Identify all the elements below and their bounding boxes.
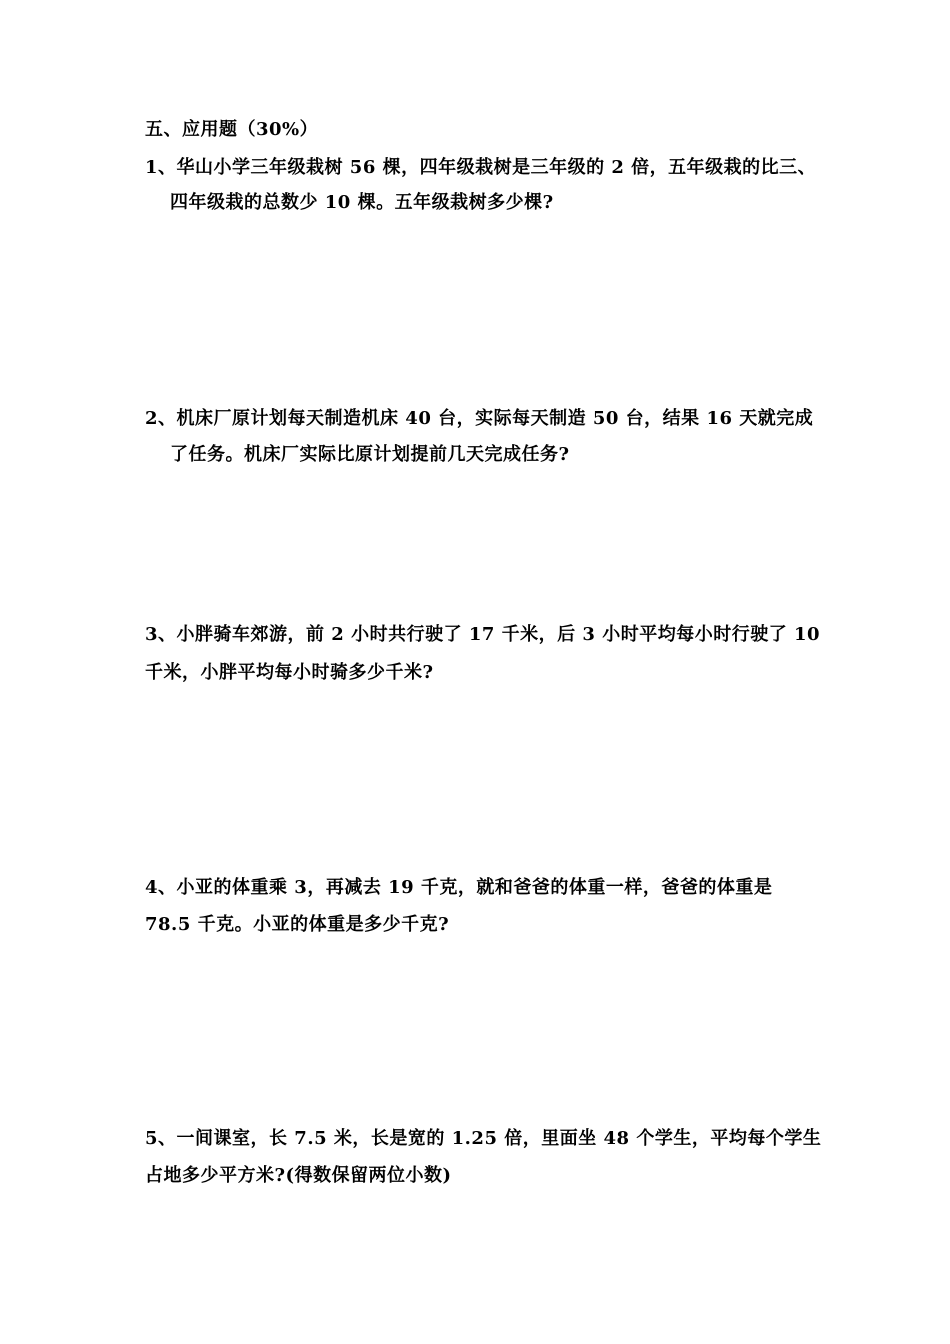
- question-2-line-2: 了任务。机床厂实际比原计划提前几天完成任务?: [170, 444, 570, 465]
- section-title: 五、应用题（30%）: [145, 119, 319, 140]
- question-2-line-1: 2、机床厂原计划每天制造机床 40 台，实际每天制造 50 台，结果 16 天就完成: [145, 408, 814, 429]
- question-1-line-2: 四年级栽的总数少 10 棵。五年级栽树多少棵?: [170, 192, 554, 213]
- question-3-line-2: 千米，小胖平均每小时骑多少千米?: [145, 662, 434, 683]
- question-3-line-1: 3、小胖骑车郊游，前 2 小时共行驶了 17 千米，后 3 小时平均每小时行驶了 10: [145, 624, 821, 645]
- question-5-line-2: 占地多少平方米?(得数保留两位小数): [145, 1165, 452, 1186]
- question-4-line-1: 4、小亚的体重乘 3，再减去 19 千克，就和爸爸的体重一样，爸爸的体重是: [145, 877, 773, 898]
- question-4-line-2: 78.5 千克。小亚的体重是多少千克?: [145, 914, 450, 935]
- question-5-line-1: 5、一间课室，长 7.5 米，长是宽的 1.25 倍，里面坐 48 个学生，平均每个学生: [145, 1128, 822, 1149]
- question-1-line-1: 1、华山小学三年级栽树 56 棵，四年级栽树是三年级的 2 倍，五年级栽的比三、: [145, 157, 817, 178]
